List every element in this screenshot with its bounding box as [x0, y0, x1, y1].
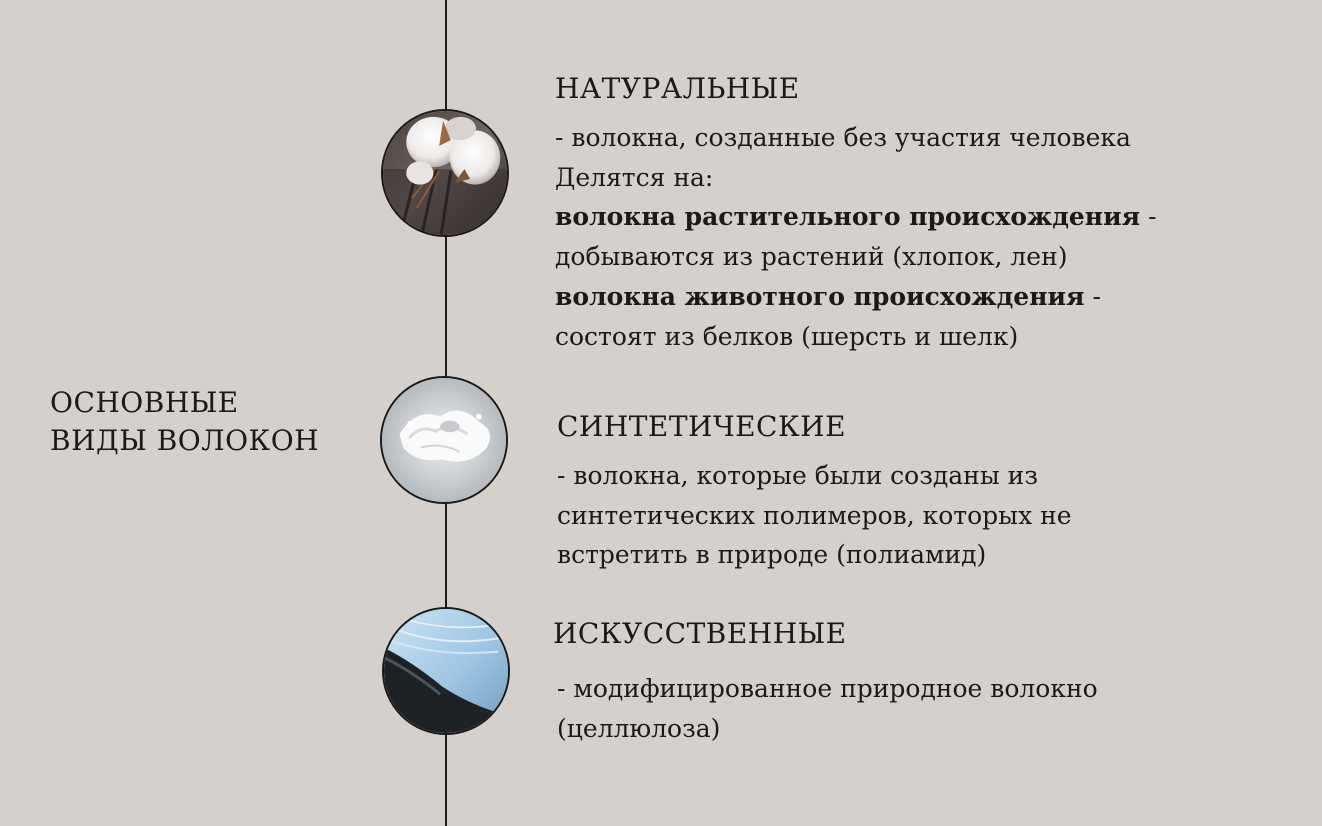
natural-animal-line: [555, 277, 1295, 317]
animal-fiber-dash: -: [1084, 281, 1101, 311]
synthetic-section: [557, 408, 1297, 575]
animal-fiber-term: волокна животного происхождения: [555, 281, 1085, 311]
artificial-description: [553, 669, 1293, 748]
natural-plant-line: [555, 197, 1295, 237]
artificial-line-2: (целлюлоза): [557, 713, 721, 743]
synthetic-description: [557, 456, 1297, 575]
natural-line-6: состоят из белков (шерсть и шелк): [555, 321, 1019, 351]
natural-section: [555, 70, 1295, 356]
page-title: [50, 384, 319, 460]
page-title-line-1: ОСНОВНЫЕ: [50, 386, 239, 419]
synthetic-line-1: - волокна, которые были созданы из: [557, 461, 1038, 490]
synthetic-line-2: синтетических полимеров, которых не: [557, 500, 1072, 530]
synthetic-fiber-image: [380, 376, 508, 504]
cotton-image: [381, 109, 509, 237]
synthetic-line-3: встретить в природе (полиамид): [557, 540, 987, 570]
artificial-section: [553, 615, 1293, 748]
plant-fiber-dash: -: [1140, 202, 1157, 232]
natural-line-1: - волокна, созданные без участия человека: [555, 123, 1131, 152]
natural-line-2: Делятся на:: [555, 162, 714, 192]
natural-description: [555, 118, 1295, 356]
natural-title: НАТУРАЛЬНЫЕ: [555, 72, 800, 105]
cellulose-fiber-image: [382, 607, 510, 735]
natural-line-4: добываются из растений (хлопок, лен): [555, 242, 1068, 272]
artificial-line-1: - модифицированное природное волокно: [557, 674, 1098, 703]
page-title-line-2: ВИДЫ ВОЛОКОН: [50, 424, 320, 457]
synthetic-title: СИНТЕТИЧЕСКИЕ: [557, 410, 847, 443]
artificial-title: ИСКУССТВЕННЫЕ: [553, 617, 847, 650]
plant-fiber-term: волокна растительного происхождения: [555, 202, 1141, 232]
